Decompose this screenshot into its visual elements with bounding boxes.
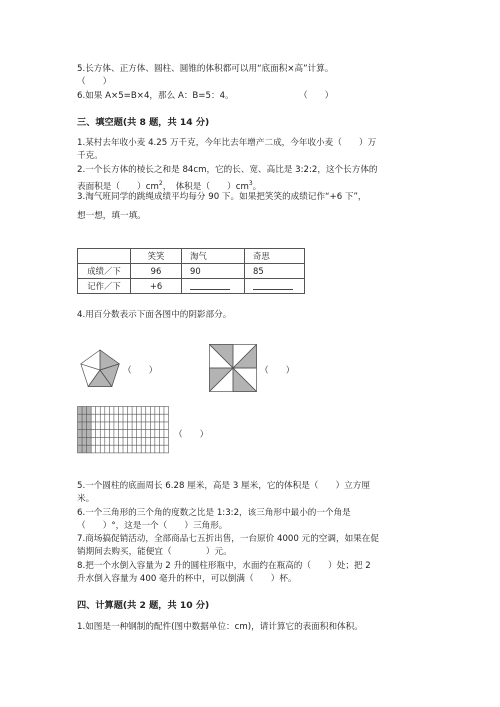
row-label: 记作／下 — [78, 279, 131, 294]
fill4-paren2[interactable]: （ ） — [260, 366, 295, 376]
table-row — [78, 279, 305, 294]
fill2-line1: 2.一个长方体的棱长之和是 84cm，它的长、宽、高比是 3:2:2，这个长方体的 — [77, 165, 378, 175]
table-header-cell: 淘气 — [182, 249, 245, 264]
fill1-line1: 1.某村去年收小麦 4.25 万千克，今年比去年增产二成，今年收小麦（ ）万 — [77, 138, 377, 148]
section3-title: 三、填空题(共 8 题，共 14 分) — [77, 117, 210, 128]
table-cell: +6 — [131, 279, 182, 294]
fill6-line2: （ ）°，这是一个（ ）三角形。 — [77, 521, 228, 531]
fill7-line2: 销期间去购买，能便宜（ ）元。 — [77, 547, 232, 557]
section4-title: 四、计算题(共 2 题，共 10 分) — [77, 600, 210, 611]
answer-blank-cell[interactable] — [182, 279, 245, 294]
table-header-row — [78, 249, 305, 264]
shaded-grid-icon — [77, 406, 169, 454]
row-label: 成绩／下 — [78, 264, 131, 279]
answer-blank-cell[interactable] — [245, 279, 305, 294]
fill3-line1: 3.淘气班同学的跳绳成绩平均每分 90 下。如果把笑笑的成绩记作“+6 下”， — [77, 192, 367, 202]
table-cell: 85 — [245, 264, 305, 279]
fill1-line2: 千克。 — [77, 151, 103, 161]
answer-blank[interactable] — [190, 280, 230, 290]
table-cell: 90 — [182, 264, 245, 279]
fill4-text: 4.用百分数表示下面各图中的阴影部分。 — [77, 310, 232, 320]
fill8-line2: 升水倒入容量为 400 毫升的杯中，可以倒满（ ）杯。 — [77, 574, 297, 584]
score-table — [77, 248, 305, 294]
table-header-cell: 笑笑 — [131, 249, 182, 264]
table-header-cell — [78, 249, 131, 264]
fill7-line1: 7.商场搞促销活动，全部商品七五折出售，一台原价 4000 元的空调，如果在促 — [77, 534, 379, 544]
table-cell: 96 — [131, 264, 182, 279]
q6-answer-paren[interactable]: （ ） — [299, 91, 334, 101]
square-unit-sup: 2 — [158, 180, 163, 187]
shaded-square-icon — [209, 344, 257, 392]
table-row — [78, 264, 305, 279]
fill3-line2: 想一想，填一填。 — [77, 211, 146, 221]
fill6-line1: 6.一个三角形的三个角的度数之比是 1:3:2，该三角形中最小的一个角是 — [77, 508, 351, 518]
answer-blank[interactable] — [253, 280, 293, 290]
q5-text: 5.长方体、正方体、圆柱、圆锥的体积都可以用“底面积×高”计算。 — [77, 64, 334, 74]
cube-unit-sup: 3 — [248, 180, 253, 187]
fill5-line1: 5.一个圆柱的底面周长 6.28 厘米，高是 3 厘米，它的体积是（ ）立方厘 — [77, 481, 370, 491]
fill4-paren3[interactable]: （ ） — [174, 430, 209, 440]
fill4-paren1[interactable]: （ ） — [123, 366, 158, 376]
fill5-line2: 米。 — [77, 494, 95, 504]
fill8-line1: 8.把一个水倒入容量为 2 升的圆柱形瓶中，水面约在瓶高的（ ）处；把 2 — [77, 561, 371, 571]
table-header-cell: 奇思 — [245, 249, 305, 264]
fill2-line2: 表面积是（ ）$cm^2$， 体积是（ ）$cm^3$。 — [77, 180, 262, 192]
pentagon-icon — [79, 349, 121, 391]
q5-answer-paren[interactable]: （ ） — [77, 77, 112, 87]
q6-text: 6.如果 A×5=B×4，那么 A：B=5：4。 — [77, 91, 234, 101]
calc1-text: 1.如图是一种钢制的配件(图中数据单位：cm)，请计算它的表面积和体积。 — [77, 622, 363, 632]
